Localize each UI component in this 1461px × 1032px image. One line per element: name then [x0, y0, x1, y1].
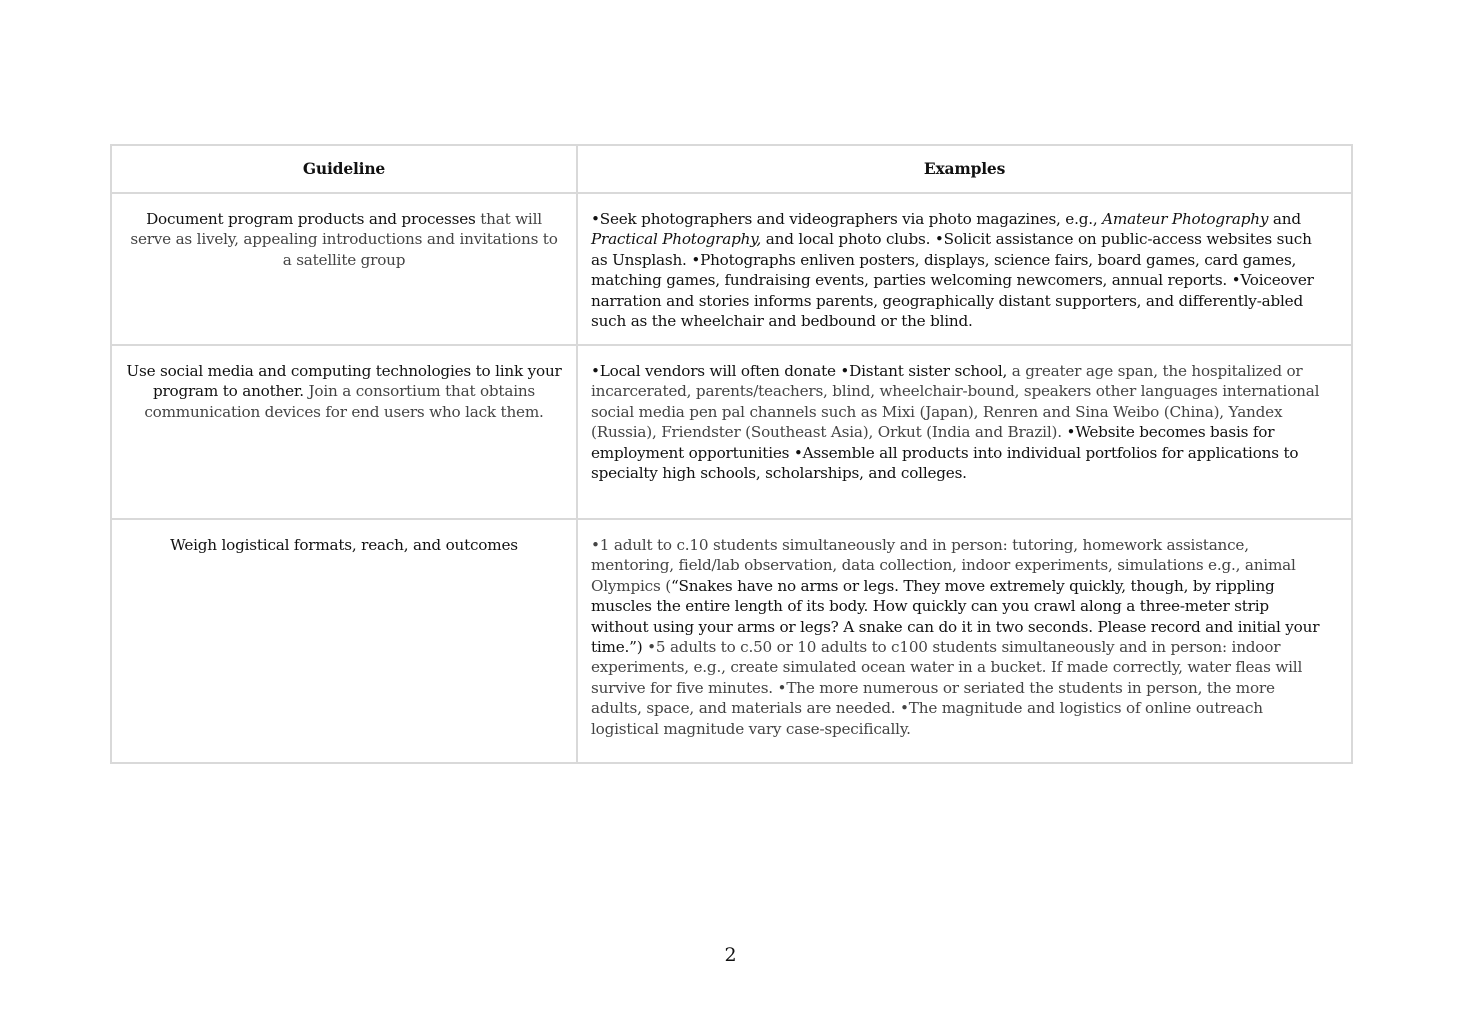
- examples-text: •Local vendors will often donate •Distant sister school,: [591, 362, 1012, 380]
- examples-text: •Seek photographers and videographers via photo magazines, e.g.,: [591, 210, 1103, 228]
- guidelines-table: [110, 144, 1353, 764]
- guideline-text: that will serve as lively, appealing introductions and invitations to a satellite group: [130, 210, 558, 269]
- examples-text: and local photo clubs. •Solicit assistance on public-access websites such as Unsplash. •Photographs enliven posters, displays, science fairs, board games, card games, matching games, fundraising events, parties welcoming newcomers, annual reports. •Voiceover narration and stories informs parents, geographically distant supporters, and differently-abled such as the wheelchair and bedbound or the blind.: [591, 230, 1314, 331]
- guideline-text: Weigh logistical formats, reach, and outcomes: [170, 536, 518, 554]
- examples-text: •Website becomes basis for employment opportunities •Assemble all products into individual portfolios for applications to specialty high schools, scholarships, and colleges.: [591, 423, 1299, 483]
- guideline-cell: [111, 345, 577, 519]
- examples-text: •1 adult to c.10 students simultaneously and in person: tutoring, homework assistance, mentoring, field/lab observation, data collection, indoor experiments, simulations e.g., animal Olympics (: [591, 536, 1296, 595]
- guideline-text: Use social media and computing technologies to link your program to another.: [126, 362, 562, 401]
- examples-cell: [577, 193, 1352, 345]
- header-examples: Examples: [577, 145, 1352, 193]
- table-row: [111, 519, 1352, 763]
- guideline-cell: [111, 519, 577, 763]
- examples-cell: [577, 345, 1352, 519]
- examples-text: Practical Photography,: [591, 230, 762, 249]
- header-guideline: Guideline: [111, 145, 577, 193]
- table-row: [111, 345, 1352, 519]
- examples-text: a greater age span, the hospitalized or incarcerated, parents/teachers, blind, wheelchair-bound, speakers other languages international social media pen pal channels such as Mixi (Japan), Renren and Sina Weibo (China), Yandex (Russia), Friendster (Southeast Asia), Orkut (India and Brazil).: [591, 362, 1320, 442]
- page-number: 2: [724, 944, 737, 966]
- table-header-row: [111, 145, 1352, 193]
- examples-text: and: [1268, 210, 1301, 228]
- guideline-cell: [111, 193, 577, 345]
- guideline-text: Join a consortium that obtains communication devices for end users who lack them.: [144, 382, 544, 421]
- guideline-text: Document program products and processes: [146, 210, 481, 228]
- examples-cell: [577, 519, 1352, 763]
- table-row: [111, 193, 1352, 345]
- examples-text: Amateur Photography: [1102, 210, 1269, 228]
- examples-text: “Snakes have no arms or legs. They move extremely quickly, though, by rippling muscles the entire length of its body. How quickly can you crawl along a three-meter strip without using your arms or legs? A snake can do it in two seconds. Please record and initial your time.”): [591, 576, 1320, 657]
- examples-text: •5 adults to c.50 or 10 adults to c100 students simultaneously and in person: indoor experiments, e.g., create simulated ocean water in a bucket. If made correctly, water fleas will survive for five minutes. •The more numerous or seriated the students in person, the more adults, space, and materials are needed. •The magnitude and logistics of online outreach logistical magnitude vary case-specifically.: [591, 638, 1303, 738]
